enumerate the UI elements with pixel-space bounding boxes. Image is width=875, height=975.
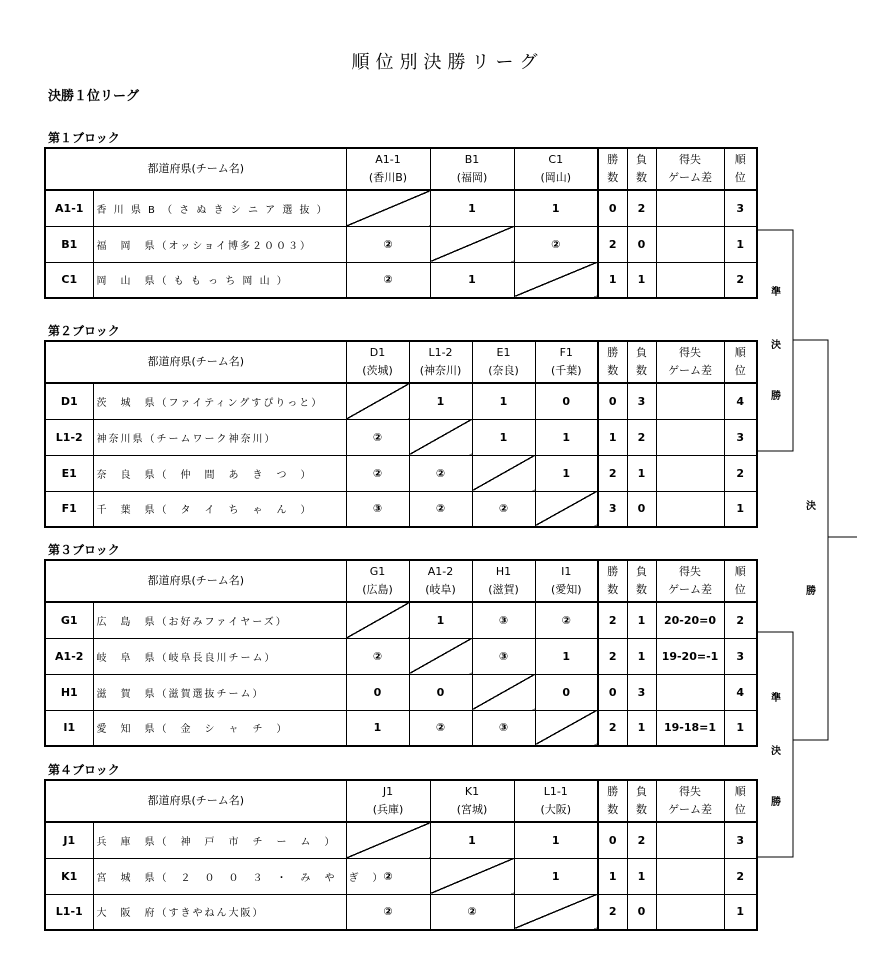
wins-value: 0: [598, 190, 627, 226]
rank-value: 2: [724, 262, 757, 298]
rank-value: 2: [724, 858, 757, 894]
opponent-code: I1: [561, 565, 572, 579]
match-result: ②: [472, 491, 535, 527]
losses-value: 1: [627, 262, 656, 298]
losses-value: 1: [627, 858, 656, 894]
opponent-pref: (茨城): [362, 364, 393, 377]
losses-value: 1: [627, 602, 656, 638]
wins-value: 2: [598, 638, 627, 674]
team-name: 千 葉 県（ タ イ ち ゃ ん ）: [93, 491, 346, 527]
opponent-code: A1-2: [427, 565, 454, 579]
losses-header-line2: 数: [636, 803, 647, 816]
match-result: 1: [346, 710, 409, 746]
rank-header-line1: 順: [734, 346, 746, 360]
rank-value: 1: [724, 894, 757, 930]
block-label: 第１ブロック: [48, 131, 120, 145]
team-code: C1: [45, 262, 93, 298]
losses-header-line1: 負: [636, 346, 647, 360]
wins-header-line2: 数: [607, 364, 619, 377]
team-code: E1: [45, 455, 93, 491]
rank-header-line2: 位: [734, 364, 746, 377]
semifinal-1-label-3: 勝: [771, 391, 781, 402]
losses-value: 1: [627, 638, 656, 674]
wins-value: 1: [598, 858, 627, 894]
wins-header-line2: 数: [607, 171, 619, 184]
opponent-code: J1: [382, 785, 394, 799]
rank-value: 4: [724, 383, 757, 419]
rank-value: 1: [724, 710, 757, 746]
match-result: 1: [430, 190, 514, 226]
rank-header-line2: 位: [734, 583, 746, 596]
match-result: 1: [430, 262, 514, 298]
wins-value: 2: [598, 226, 627, 262]
match-result: ②: [430, 894, 514, 930]
wins-value: 2: [598, 455, 627, 491]
rank-value: 4: [724, 674, 757, 710]
diff-value: 20-20=0: [656, 602, 724, 638]
losses-header-line1: 負: [636, 785, 647, 799]
losses-value: 3: [627, 383, 656, 419]
match-result: ③: [346, 491, 409, 527]
match-result: 1: [514, 822, 598, 858]
match-result: 1: [535, 455, 598, 491]
team-name: 奈 良 県（ 仲 間 あ き つ ）: [93, 455, 346, 491]
team-name: 愛 知 県（ 金 シ ャ チ ）: [93, 710, 346, 746]
match-result: ②: [346, 419, 409, 455]
wins-header-line1: 勝: [607, 153, 619, 167]
opponent-pref: (愛知): [550, 583, 582, 596]
team-header: 都道府県(チーム名): [45, 148, 346, 190]
opponent-pref: (福岡): [456, 171, 488, 184]
team-code: A1-2: [45, 638, 93, 674]
diff-value: 19-20=-1: [656, 638, 724, 674]
opponent-pref: (宮城): [456, 803, 488, 816]
losses-value: 0: [627, 491, 656, 527]
losses-value: 0: [627, 226, 656, 262]
team-code: H1: [45, 674, 93, 710]
opponent-code: C1: [548, 153, 564, 167]
opponent-pref: (大阪): [540, 803, 572, 816]
diff-value: 19-18=1: [656, 710, 724, 746]
match-result: 0: [535, 383, 598, 419]
wins-value: 3: [598, 491, 627, 527]
match-result: 1: [535, 638, 598, 674]
wins-header-line2: 数: [607, 803, 619, 816]
match-result: 1: [472, 419, 535, 455]
diff-header-line1: 得失: [679, 153, 701, 167]
match-result: ②: [535, 602, 598, 638]
match-result: ②: [346, 262, 430, 298]
losses-header-line2: 数: [636, 364, 647, 377]
wins-value: 2: [598, 710, 627, 746]
team-code: K1: [45, 858, 93, 894]
team-code: B1: [45, 226, 93, 262]
rank-header-line2: 位: [734, 803, 746, 816]
diff-header-line2: ゲーム差: [668, 364, 712, 377]
losses-value: 2: [627, 419, 656, 455]
wins-value: 0: [598, 674, 627, 710]
match-result: ②: [346, 894, 430, 930]
opponent-pref: (広島): [362, 583, 393, 596]
semifinal-2-label-3: 勝: [771, 797, 781, 808]
diff-header-line2: ゲーム差: [668, 171, 712, 184]
match-result: ②: [514, 226, 598, 262]
block-label: 第４ブロック: [48, 763, 120, 777]
opponent-code: G1: [369, 565, 386, 579]
match-result: 0: [346, 674, 409, 710]
final-label-1: 決: [806, 501, 816, 512]
losses-value: 0: [627, 894, 656, 930]
team-name: 福 岡 県（オッショイ博多２００３）: [93, 226, 346, 262]
wins-value: 2: [598, 602, 627, 638]
wins-header-line2: 数: [607, 583, 619, 596]
opponent-code: L1-1: [543, 785, 568, 799]
opponent-code: K1: [464, 785, 480, 799]
semifinal-1-label-2: 決: [771, 340, 781, 351]
match-result: ③: [472, 638, 535, 674]
opponent-code: D1: [369, 346, 386, 360]
opponent-pref: (香川B): [368, 171, 408, 184]
match-result: 1: [409, 383, 472, 419]
match-result: 0: [535, 674, 598, 710]
losses-value: 1: [627, 455, 656, 491]
team-name: 岡 山 県（ も も っ ち 岡 山 ）: [93, 262, 346, 298]
opponent-pref: (奈良): [488, 364, 519, 377]
match-result: 1: [409, 602, 472, 638]
match-result: ②: [409, 491, 472, 527]
final-label-2: 勝: [806, 586, 816, 597]
losses-value: 1: [627, 710, 656, 746]
opponent-pref: (岐阜): [425, 583, 456, 596]
diff-header-line1: 得失: [679, 785, 701, 799]
rank-header-line2: 位: [734, 171, 746, 184]
match-result: ②: [409, 710, 472, 746]
losses-header-line1: 負: [636, 153, 647, 167]
wins-header-line1: 勝: [607, 785, 619, 799]
opponent-code: F1: [559, 346, 573, 360]
team-header: 都道府県(チーム名): [45, 560, 346, 602]
opponent-code: L1-2: [428, 346, 453, 360]
match-result: ②: [346, 638, 409, 674]
losses-value: 3: [627, 674, 656, 710]
wins-value: 2: [598, 894, 627, 930]
team-code: L1-2: [45, 419, 93, 455]
match-result: 1: [535, 419, 598, 455]
opponent-pref: (神奈川): [419, 364, 462, 377]
losses-value: 2: [627, 190, 656, 226]
wins-value: 0: [598, 822, 627, 858]
match-result: ②: [409, 455, 472, 491]
team-code: I1: [45, 710, 93, 746]
rank-value: 3: [724, 419, 757, 455]
opponent-pref: (兵庫): [372, 803, 404, 816]
opponent-pref: (岡山): [540, 171, 572, 184]
losses-header-line2: 数: [636, 583, 647, 596]
team-code: L1-1: [45, 894, 93, 930]
match-result: 1: [514, 858, 598, 894]
diff-header-line1: 得失: [679, 346, 701, 360]
team-name: 宮 城 県（ ２ ０ ０ ３ ・ み や ぎ ）: [93, 858, 346, 894]
match-result: ②: [346, 858, 430, 894]
team-name: 岐 阜 県（岐阜長良川チーム）: [93, 638, 346, 674]
opponent-pref: (滋賀): [488, 583, 519, 596]
rank-header-line1: 順: [734, 785, 746, 799]
wins-header-line1: 勝: [607, 565, 619, 579]
opponent-pref: (千葉): [550, 364, 582, 377]
diff-header-line2: ゲーム差: [668, 803, 712, 816]
team-name: 香 川 県 B （ さ ぬ き シ ニ ア 選 抜 ）: [93, 190, 346, 226]
team-code: F1: [45, 491, 93, 527]
team-name: 滋 賀 県（滋賀選抜チーム）: [93, 674, 346, 710]
losses-header-line2: 数: [636, 171, 647, 184]
page-title: 順位別決勝リーグ: [351, 52, 544, 73]
match-result: 1: [514, 190, 598, 226]
opponent-code: B1: [464, 153, 480, 167]
wins-value: 1: [598, 262, 627, 298]
rank-value: 2: [724, 455, 757, 491]
team-name: 大 阪 府（すきやねん大阪）: [93, 894, 346, 930]
team-name: 茨 城 県（ファイティングすぴりっと）: [93, 383, 346, 419]
opponent-code: E1: [496, 346, 511, 360]
match-result: ②: [346, 455, 409, 491]
match-result: 0: [409, 674, 472, 710]
rank-value: 3: [724, 822, 757, 858]
rank-header-line1: 順: [734, 565, 746, 579]
semifinal-2-label-1: 準: [771, 693, 781, 704]
rank-value: 2: [724, 602, 757, 638]
block-label: 第２ブロック: [48, 324, 120, 338]
match-result: ③: [472, 602, 535, 638]
opponent-code: H1: [495, 565, 512, 579]
rank-header-line1: 順: [734, 153, 746, 167]
league-subtitle: 決勝１位リーグ: [48, 89, 140, 104]
diff-header-line2: ゲーム差: [668, 583, 712, 596]
match-result: 1: [430, 822, 514, 858]
team-header: 都道府県(チーム名): [45, 780, 346, 822]
diff-header-line1: 得失: [679, 565, 701, 579]
team-code: J1: [45, 822, 93, 858]
team-name: 神奈川県（チームワーク神奈川）: [93, 419, 346, 455]
team-header: 都道府県(チーム名): [45, 341, 346, 383]
wins-value: 1: [598, 419, 627, 455]
losses-header-line1: 負: [636, 565, 647, 579]
match-result: ②: [346, 226, 430, 262]
rank-value: 3: [724, 638, 757, 674]
semifinal-2-label-2: 決: [771, 746, 781, 757]
team-name: 兵 庫 県（ 神 戸 市 チ ー ム ）: [93, 822, 346, 858]
team-code: G1: [45, 602, 93, 638]
match-result: 1: [472, 383, 535, 419]
team-code: D1: [45, 383, 93, 419]
opponent-code: A1-1: [375, 153, 401, 167]
wins-value: 0: [598, 383, 627, 419]
rank-value: 1: [724, 491, 757, 527]
team-name: 広 島 県（お好みファイヤーズ）: [93, 602, 346, 638]
block-label: 第３ブロック: [48, 543, 120, 557]
wins-header-line1: 勝: [607, 346, 619, 360]
semifinal-1-label-1: 準: [771, 287, 781, 298]
match-result: ③: [472, 710, 535, 746]
rank-value: 3: [724, 190, 757, 226]
rank-value: 1: [724, 226, 757, 262]
team-code: A1-1: [45, 190, 93, 226]
losses-value: 2: [627, 822, 656, 858]
